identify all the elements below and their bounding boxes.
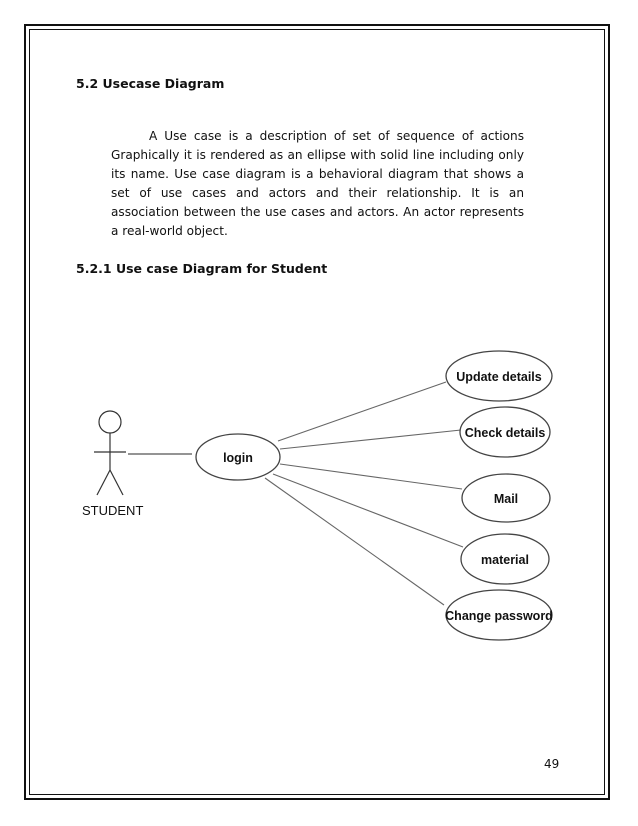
page-number: 49	[544, 757, 560, 771]
use-case-diagram	[70, 345, 560, 645]
actor-right-leg	[110, 470, 123, 495]
section-heading: 5.2 Usecase Diagram	[76, 76, 225, 91]
use-case-update-details-label: Update details	[456, 370, 542, 384]
actor-left-leg	[97, 470, 110, 495]
login-to-change-password	[265, 478, 444, 605]
use-case-check-details-label: Check details	[464, 426, 546, 440]
actor-figure	[94, 411, 126, 495]
actor-label: STUDENT	[82, 503, 144, 518]
login-to-update-details	[278, 382, 446, 441]
use-case-material-label: material	[481, 553, 529, 567]
use-case-mail-label: Mail	[493, 492, 519, 506]
login-associations	[265, 382, 463, 605]
section-paragraph: A Use case is a description of set of sequence of actions Graphically it is rendered as an ellipse with solid line including only its name. Use case diagram is a behavioral diagram that shows a set of use cases and actors and their relationship. It is an association between the use cases and actors. An actor represents a real-world object.	[111, 129, 524, 238]
use-case-change-password-label: Change password	[445, 609, 553, 623]
subsection-heading: 5.2.1 Use case Diagram for Student	[76, 261, 328, 276]
login-to-mail	[280, 464, 462, 489]
use-case-login-label: login	[223, 451, 253, 465]
login-to-check-details	[280, 430, 461, 449]
actor-head	[99, 411, 121, 433]
